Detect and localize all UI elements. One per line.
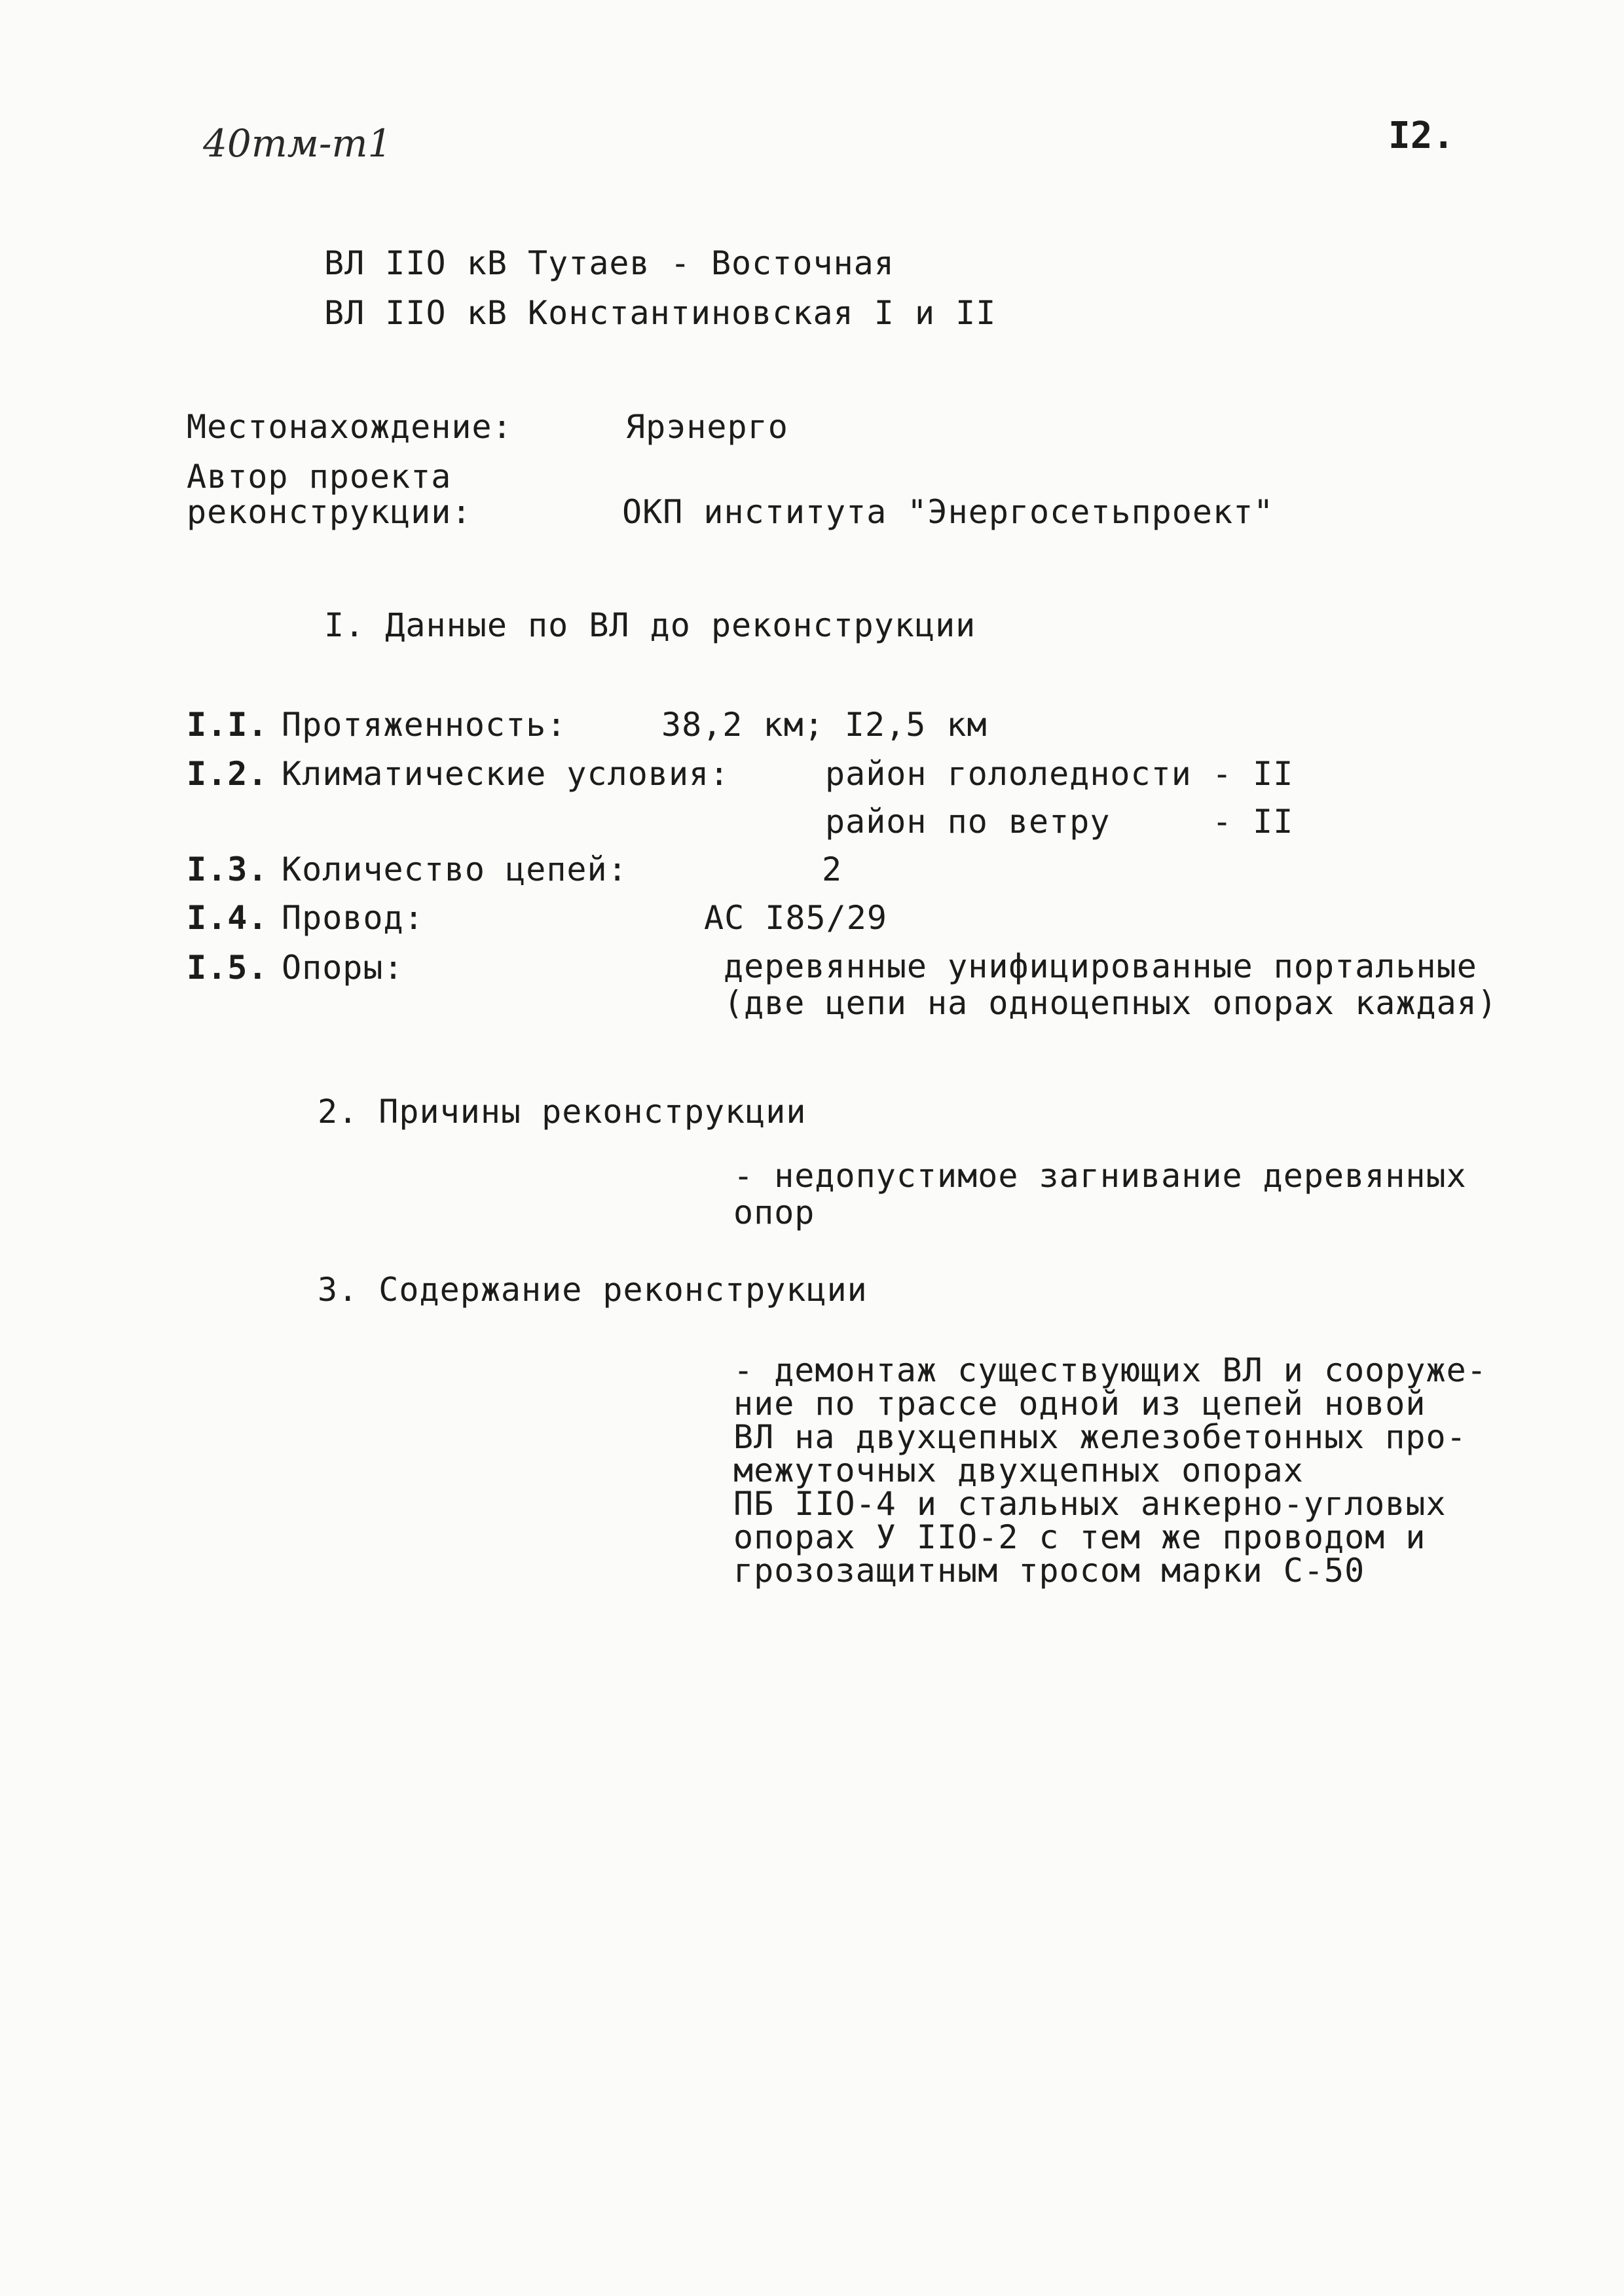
author-label-line1: Автор проекта bbox=[187, 458, 452, 496]
item-1-5-value: деревянные унифицированные портальные (две цепи на одноцепных опорах каждая) bbox=[724, 947, 1498, 1022]
page-number: I2. bbox=[1388, 115, 1455, 157]
item-1-4-value: АС I85/29 bbox=[704, 899, 887, 937]
author-label-line2: реконструкции: bbox=[187, 493, 472, 531]
section-2-text: - недопустимое загнивание деревянных опор bbox=[733, 1157, 1467, 1231]
item-1-3-number: I.3. bbox=[187, 850, 268, 888]
section-3-heading: 3. Содержание реконструкции bbox=[318, 1271, 868, 1309]
section-1-heading: I. Данные по ВЛ до реконструкции bbox=[324, 606, 976, 644]
item-1-5-label: Опоры: bbox=[282, 949, 404, 987]
item-1-5-number: I.5. bbox=[187, 949, 268, 987]
location-label: Местонахождение: bbox=[187, 408, 513, 446]
item-1-2-value-2: район по ветру - II bbox=[825, 803, 1294, 841]
item-1-1-value: 38,2 км; I2,5 км bbox=[661, 706, 987, 744]
location-value: Ярэнерго bbox=[625, 408, 788, 446]
author-value: ОКП института "Энергосетьпроект" bbox=[622, 493, 1274, 531]
item-1-4-number: I.4. bbox=[187, 899, 268, 937]
section-2-heading: 2. Причины реконструкции bbox=[318, 1093, 807, 1131]
document-code: 40тм-т1 bbox=[203, 121, 392, 166]
item-1-2-label: Климатические условия: bbox=[282, 755, 730, 793]
item-1-1-label: Протяженность: bbox=[282, 706, 567, 744]
title-line-1: ВЛ IIO кВ Тутаев - Восточная bbox=[324, 244, 895, 282]
item-1-1-number: I.I. bbox=[187, 706, 268, 744]
item-1-2-number: I.2. bbox=[187, 755, 268, 793]
item-1-3-label: Количество цепей: bbox=[282, 850, 628, 888]
item-1-3-value: 2 bbox=[822, 850, 843, 888]
section-3-text: - демонтаж существующих ВЛ и сооруже- ние по трассе одной из цепей новой ВЛ на двухцепных железобетонных про- межуточных двухцепных опорах ПБ IIO-4 и стальных анкерно-угловых опорах У IIO-2 с тем же проводом и грозозащитным тросом марки С-50 bbox=[733, 1351, 1487, 1590]
item-1-2-value: район гололедности - II bbox=[825, 755, 1294, 793]
item-1-4-label: Провод: bbox=[282, 899, 424, 937]
title-line-2: ВЛ IIO кВ Константиновская I и II bbox=[324, 294, 997, 332]
